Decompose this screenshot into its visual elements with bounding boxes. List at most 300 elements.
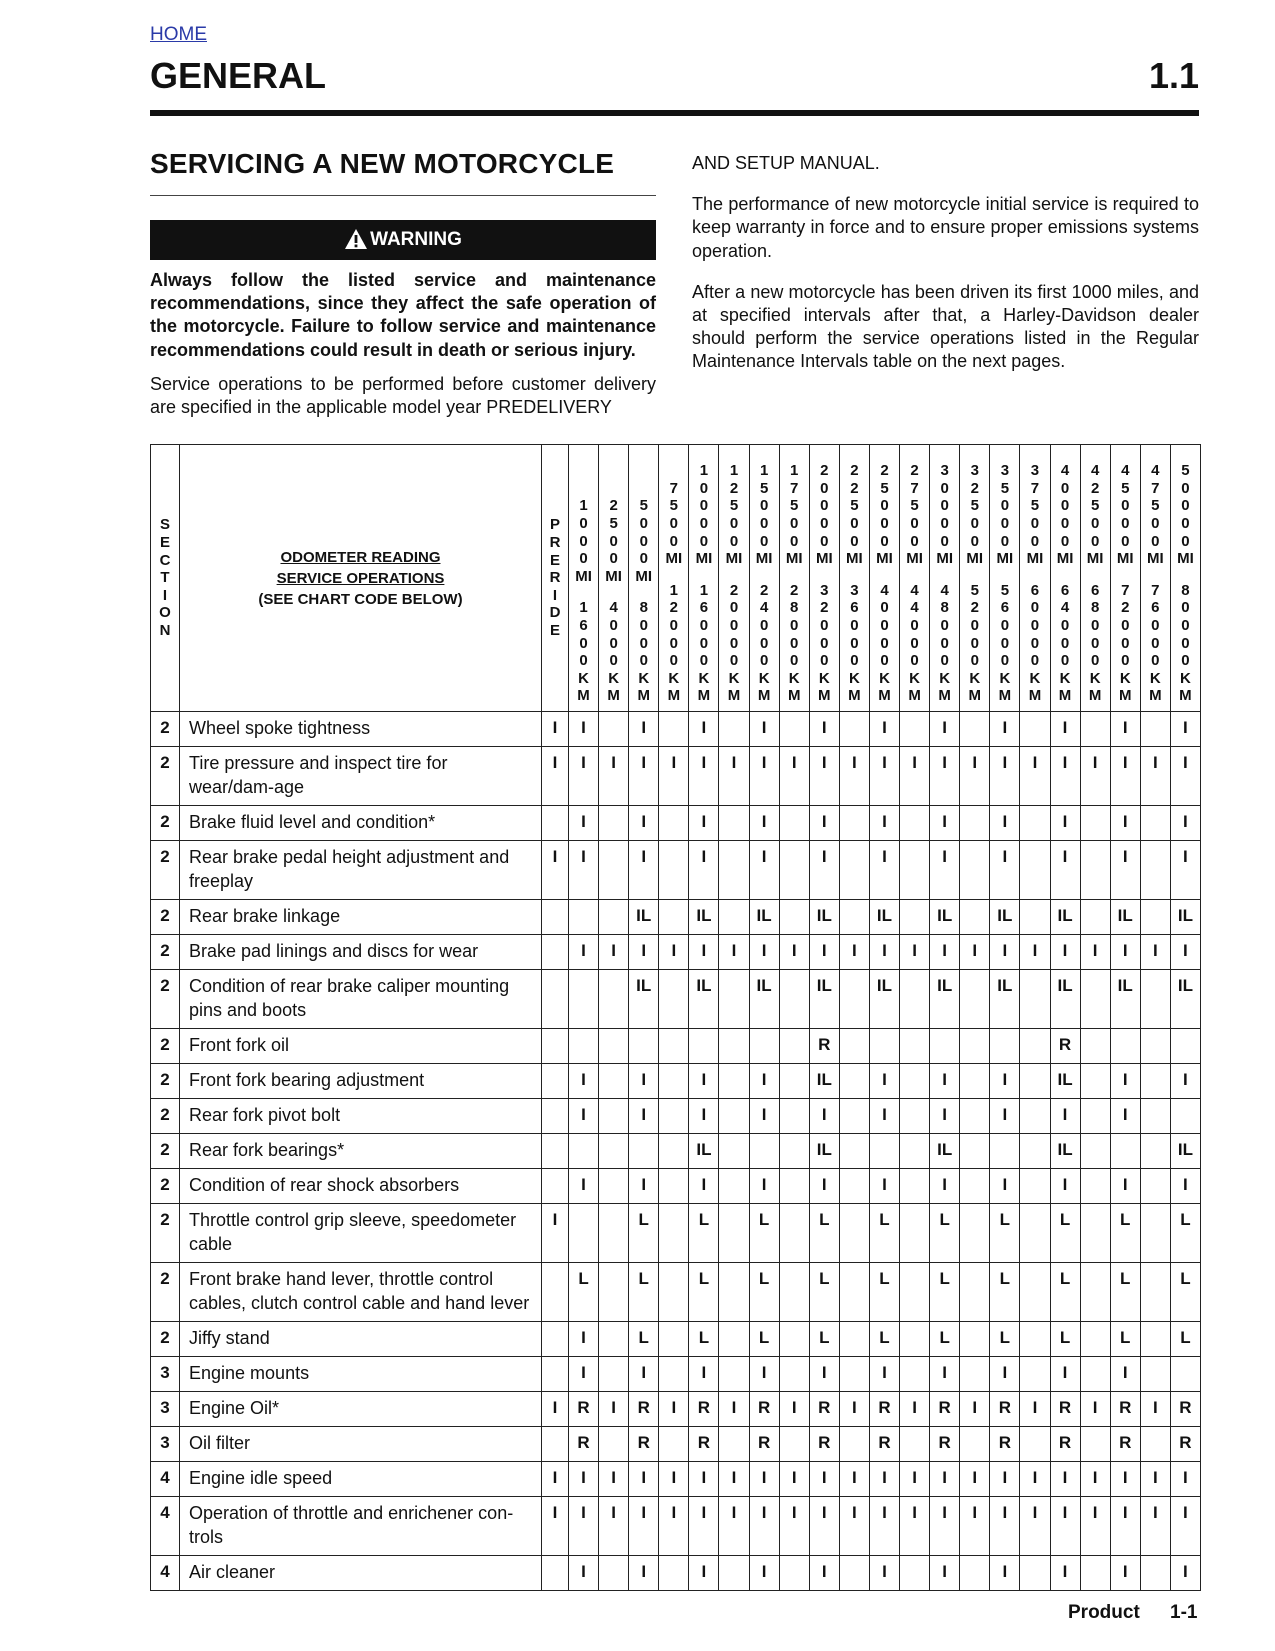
title-rule bbox=[150, 110, 1199, 116]
service-code-cell bbox=[960, 1064, 990, 1099]
interval-miles: 4 7 5 0 0 MI bbox=[1146, 462, 1164, 568]
row-service-operation: Rear brake linkage bbox=[180, 900, 542, 935]
service-code-cell bbox=[719, 1099, 749, 1134]
service-code-cell: I bbox=[659, 1392, 689, 1427]
service-code-cell bbox=[1080, 1064, 1110, 1099]
service-code-cell bbox=[542, 1169, 569, 1204]
service-code-cell bbox=[1140, 1169, 1170, 1204]
service-code-cell bbox=[1080, 1322, 1110, 1357]
table-row bbox=[151, 747, 1201, 806]
service-code-cell: I bbox=[809, 1357, 839, 1392]
service-code-cell: I bbox=[599, 747, 629, 806]
service-code-cell: I bbox=[629, 1497, 659, 1556]
service-code-cell: I bbox=[629, 1556, 659, 1591]
interval-column-header bbox=[719, 445, 749, 712]
service-code-cell bbox=[900, 1169, 930, 1204]
table-header-row bbox=[151, 445, 1201, 712]
body-paragraph-3: After a new motorcycle has been driven its first 1000 miles, and at specified intervals after that, a Harley-Davidson dealer should perform the service operations listed in the Regular Maintenance Intervals table on the next pages. bbox=[692, 281, 1199, 372]
service-code-cell bbox=[1020, 1169, 1050, 1204]
service-code-cell: I bbox=[1020, 747, 1050, 806]
service-code-cell bbox=[1140, 1322, 1170, 1357]
service-code-cell bbox=[542, 806, 569, 841]
service-code-cell bbox=[542, 900, 569, 935]
service-code-cell: I bbox=[869, 1497, 899, 1556]
service-code-cell bbox=[1020, 1556, 1050, 1591]
service-code-cell: I bbox=[719, 1392, 749, 1427]
service-code-cell: I bbox=[1110, 1556, 1140, 1591]
service-code-cell: I bbox=[629, 712, 659, 747]
service-code-cell: I bbox=[1110, 806, 1140, 841]
service-code-cell: I bbox=[930, 1169, 960, 1204]
service-code-cell: IL bbox=[1110, 900, 1140, 935]
preride-header-text: P R E R I D E bbox=[549, 516, 561, 639]
interval-column-header bbox=[869, 445, 899, 712]
row-section-number: 3 bbox=[151, 1357, 180, 1392]
service-code-cell: L bbox=[869, 1263, 899, 1322]
service-code-cell bbox=[900, 900, 930, 935]
table-row bbox=[151, 841, 1201, 900]
service-code-cell: IL bbox=[809, 900, 839, 935]
service-code-cell: I bbox=[960, 1392, 990, 1427]
service-code-cell bbox=[1080, 1263, 1110, 1322]
table-row bbox=[151, 1064, 1201, 1099]
service-code-cell bbox=[1080, 841, 1110, 900]
row-section-number: 3 bbox=[151, 1427, 180, 1462]
service-code-cell: I bbox=[930, 935, 960, 970]
service-code-cell bbox=[839, 970, 869, 1029]
service-code-cell: I bbox=[990, 1556, 1020, 1591]
service-code-cell: R bbox=[689, 1427, 719, 1462]
service-code-cell: I bbox=[659, 935, 689, 970]
service-code-cell bbox=[659, 1134, 689, 1169]
interval-column-header bbox=[629, 445, 659, 712]
row-service-operation: Operation of throttle and enrichener con-trols bbox=[180, 1497, 542, 1556]
interval-kilometers: 8 0 0 0 K M bbox=[637, 599, 650, 705]
service-code-cell: I bbox=[719, 1462, 749, 1497]
service-code-cell: R bbox=[569, 1392, 599, 1427]
service-code-cell bbox=[990, 1134, 1020, 1169]
service-code-cell bbox=[930, 1029, 960, 1064]
service-code-cell: R bbox=[1050, 1427, 1080, 1462]
service-code-cell: L bbox=[1050, 1204, 1080, 1263]
service-code-cell bbox=[839, 1322, 869, 1357]
service-code-cell bbox=[1080, 1134, 1110, 1169]
service-code-cell: R bbox=[749, 1392, 779, 1427]
row-service-operation: Rear fork bearings* bbox=[180, 1134, 542, 1169]
service-code-cell bbox=[900, 712, 930, 747]
service-code-cell: R bbox=[749, 1427, 779, 1462]
service-code-cell: IL bbox=[1170, 1134, 1200, 1169]
service-code-cell: I bbox=[569, 1064, 599, 1099]
service-code-cell: L bbox=[749, 1204, 779, 1263]
section-heading: SERVICING A NEW MOTORCYCLE bbox=[150, 148, 615, 179]
service-code-cell: I bbox=[1050, 1556, 1080, 1591]
service-code-cell: L bbox=[749, 1322, 779, 1357]
interval-kilometers: 6 0 0 0 0 K M bbox=[1028, 581, 1042, 705]
service-code-cell: I bbox=[900, 935, 930, 970]
service-code-cell bbox=[900, 1263, 930, 1322]
row-service-operation: Jiffy stand bbox=[180, 1322, 542, 1357]
service-code-cell: L bbox=[809, 1263, 839, 1322]
service-code-cell: I bbox=[569, 841, 599, 900]
service-code-cell: IL bbox=[930, 1134, 960, 1169]
service-code-cell bbox=[1140, 1357, 1170, 1392]
service-code-cell: I bbox=[1110, 841, 1140, 900]
service-code-cell: L bbox=[990, 1322, 1020, 1357]
service-code-cell: I bbox=[779, 747, 809, 806]
interval-miles: 2 2 5 0 0 MI bbox=[846, 462, 863, 568]
row-section-number: 2 bbox=[151, 712, 180, 747]
service-code-cell bbox=[659, 1029, 689, 1064]
service-code-cell: I bbox=[900, 747, 930, 806]
service-code-cell: L bbox=[1050, 1322, 1080, 1357]
service-code-cell: I bbox=[869, 1099, 899, 1134]
service-code-cell bbox=[1020, 970, 1050, 1029]
interval-column-header bbox=[960, 445, 990, 712]
table-row bbox=[151, 1322, 1201, 1357]
service-code-cell bbox=[779, 806, 809, 841]
table-row bbox=[151, 935, 1201, 970]
service-code-cell: I bbox=[1080, 1462, 1110, 1497]
service-code-cell: I bbox=[1110, 1064, 1140, 1099]
service-code-cell: I bbox=[809, 935, 839, 970]
service-code-cell: I bbox=[749, 1357, 779, 1392]
service-code-cell: I bbox=[990, 1064, 1020, 1099]
service-code-cell: I bbox=[542, 1392, 569, 1427]
service-code-cell: I bbox=[839, 747, 869, 806]
service-code-cell bbox=[1140, 806, 1170, 841]
table-row bbox=[151, 806, 1201, 841]
service-code-cell bbox=[659, 841, 689, 900]
service-code-cell bbox=[960, 1263, 990, 1322]
service-code-cell: L bbox=[930, 1322, 960, 1357]
service-code-cell: I bbox=[809, 712, 839, 747]
chapter-number: 1.1 bbox=[1148, 55, 1199, 96]
service-code-cell bbox=[719, 841, 749, 900]
interval-column-header bbox=[569, 445, 599, 712]
service-code-cell bbox=[900, 1322, 930, 1357]
interval-miles: 5 0 0 0 0 MI bbox=[1177, 462, 1194, 568]
service-code-cell: I bbox=[809, 841, 839, 900]
service-code-cell bbox=[719, 1169, 749, 1204]
service-code-cell bbox=[629, 1029, 659, 1064]
service-code-cell bbox=[779, 970, 809, 1029]
service-code-cell: I bbox=[1140, 1497, 1170, 1556]
interval-column-header bbox=[1050, 445, 1080, 712]
service-code-cell bbox=[659, 1322, 689, 1357]
service-code-cell: IL bbox=[749, 970, 779, 1029]
service-code-cell bbox=[659, 1357, 689, 1392]
service-code-cell: I bbox=[629, 841, 659, 900]
service-code-cell bbox=[1080, 1169, 1110, 1204]
service-code-cell: L bbox=[809, 1322, 839, 1357]
interval-miles: 2 5 0 0 0 MI bbox=[876, 462, 893, 568]
service-code-cell: I bbox=[1110, 747, 1140, 806]
service-code-cell bbox=[599, 1204, 629, 1263]
interval-miles: 3 0 0 0 0 MI bbox=[936, 462, 953, 568]
service-code-cell bbox=[1080, 712, 1110, 747]
service-code-cell: L bbox=[689, 1204, 719, 1263]
interval-column-header bbox=[779, 445, 809, 712]
service-code-cell: IL bbox=[809, 970, 839, 1029]
interval-kilometers: 4 0 0 0 0 K M bbox=[878, 581, 891, 705]
service-code-cell: R bbox=[1050, 1392, 1080, 1427]
service-code-cell: I bbox=[809, 747, 839, 806]
service-code-cell: I bbox=[1050, 747, 1080, 806]
warning-label: WARNING bbox=[370, 229, 462, 250]
service-code-cell: R bbox=[990, 1392, 1020, 1427]
service-code-cell: I bbox=[1080, 1392, 1110, 1427]
row-section-number: 2 bbox=[151, 900, 180, 935]
row-service-operation: Front fork oil bbox=[180, 1029, 542, 1064]
service-code-cell bbox=[599, 1556, 629, 1591]
service-code-cell bbox=[900, 1427, 930, 1462]
service-code-cell bbox=[1140, 1556, 1170, 1591]
service-code-cell: I bbox=[1140, 1392, 1170, 1427]
interval-kilometers: 6 4 0 0 0 K M bbox=[1058, 581, 1072, 705]
service-code-cell: I bbox=[839, 935, 869, 970]
service-code-cell bbox=[659, 1099, 689, 1134]
interval-kilometers: 3 2 0 0 0 K M bbox=[818, 581, 831, 705]
service-code-cell: I bbox=[1110, 712, 1140, 747]
service-code-cell: R bbox=[930, 1392, 960, 1427]
row-section-number: 2 bbox=[151, 1169, 180, 1204]
service-code-cell bbox=[839, 1169, 869, 1204]
service-code-cell bbox=[1080, 806, 1110, 841]
service-code-cell: I bbox=[930, 1099, 960, 1134]
service-code-cell bbox=[1140, 1134, 1170, 1169]
service-code-cell: I bbox=[719, 747, 749, 806]
service-code-cell: IL bbox=[1110, 970, 1140, 1029]
row-service-operation: Engine Oil* bbox=[180, 1392, 542, 1427]
interval-miles: 3 7 5 0 0 MI bbox=[1026, 462, 1044, 568]
service-code-cell: I bbox=[990, 1169, 1020, 1204]
service-code-cell: L bbox=[629, 1322, 659, 1357]
row-section-number: 2 bbox=[151, 841, 180, 900]
service-code-cell: I bbox=[542, 1462, 569, 1497]
service-code-cell: I bbox=[1050, 1357, 1080, 1392]
service-code-cell: R bbox=[689, 1392, 719, 1427]
service-code-cell: I bbox=[1170, 1064, 1200, 1099]
service-code-cell bbox=[1020, 1427, 1050, 1462]
interval-kilometers: 2 4 0 0 0 K M bbox=[757, 581, 771, 705]
service-code-cell: I bbox=[1080, 935, 1110, 970]
service-code-cell bbox=[779, 1357, 809, 1392]
service-code-cell: L bbox=[689, 1263, 719, 1322]
service-code-cell bbox=[1020, 1134, 1050, 1169]
service-code-cell: I bbox=[1020, 1497, 1050, 1556]
service-code-cell: I bbox=[930, 747, 960, 806]
interval-miles: 2 5 0 0 MI bbox=[605, 497, 622, 585]
service-code-cell bbox=[1020, 900, 1050, 935]
service-code-cell: I bbox=[569, 806, 599, 841]
service-code-cell bbox=[960, 1134, 990, 1169]
service-code-cell: IL bbox=[869, 900, 899, 935]
service-code-cell: I bbox=[689, 806, 719, 841]
service-code-cell bbox=[599, 970, 629, 1029]
service-code-cell: I bbox=[869, 1357, 899, 1392]
service-code-cell: I bbox=[990, 1357, 1020, 1392]
service-code-cell bbox=[542, 1064, 569, 1099]
service-code-cell: I bbox=[689, 935, 719, 970]
service-code-cell bbox=[1020, 712, 1050, 747]
interval-column-header bbox=[930, 445, 960, 712]
service-code-cell bbox=[599, 1029, 629, 1064]
service-code-cell bbox=[1140, 1064, 1170, 1099]
service-code-cell bbox=[719, 1263, 749, 1322]
row-section-number: 4 bbox=[151, 1462, 180, 1497]
service-code-cell bbox=[1110, 1134, 1140, 1169]
service-code-cell bbox=[569, 1029, 599, 1064]
service-code-cell: I bbox=[1110, 1169, 1140, 1204]
service-code-cell: R bbox=[809, 1392, 839, 1427]
service-code-cell bbox=[839, 1204, 869, 1263]
interval-column-header bbox=[749, 445, 779, 712]
service-code-cell: I bbox=[869, 935, 899, 970]
service-code-cell: IL bbox=[1170, 970, 1200, 1029]
row-service-operation: Oil filter bbox=[180, 1427, 542, 1462]
service-code-cell bbox=[1080, 970, 1110, 1029]
service-code-cell bbox=[1020, 1357, 1050, 1392]
service-code-cell: I bbox=[1110, 1357, 1140, 1392]
service-code-cell: I bbox=[1140, 747, 1170, 806]
service-code-cell: I bbox=[629, 1462, 659, 1497]
service-code-cell: IL bbox=[990, 900, 1020, 935]
service-code-cell: I bbox=[629, 747, 659, 806]
service-code-cell bbox=[542, 1134, 569, 1169]
service-code-cell: I bbox=[1110, 935, 1140, 970]
interval-column-header bbox=[809, 445, 839, 712]
service-code-cell bbox=[960, 900, 990, 935]
service-code-cell: I bbox=[960, 747, 990, 806]
service-code-cell: I bbox=[1170, 1169, 1200, 1204]
service-code-cell bbox=[900, 1134, 930, 1169]
service-code-cell: I bbox=[1170, 806, 1200, 841]
interval-miles: 3 5 0 0 0 MI bbox=[996, 462, 1014, 568]
service-code-cell: I bbox=[869, 1064, 899, 1099]
service-code-cell bbox=[659, 1263, 689, 1322]
service-code-cell bbox=[719, 1029, 749, 1064]
service-code-cell: I bbox=[930, 1497, 960, 1556]
service-code-cell bbox=[1080, 1099, 1110, 1134]
service-code-cell: IL bbox=[1170, 900, 1200, 935]
row-service-operation: Rear brake pedal height adjustment and freeplay bbox=[180, 841, 542, 900]
service-code-cell bbox=[599, 1169, 629, 1204]
home-link[interactable]: HOME bbox=[150, 24, 207, 45]
service-code-cell: I bbox=[1170, 1497, 1200, 1556]
table-row bbox=[151, 1263, 1201, 1322]
service-code-cell: I bbox=[990, 806, 1020, 841]
service-code-cell: L bbox=[809, 1204, 839, 1263]
service-code-cell bbox=[869, 1134, 899, 1169]
service-code-cell bbox=[1140, 1427, 1170, 1462]
service-code-cell: IL bbox=[930, 900, 960, 935]
service-code-cell: IL bbox=[1050, 1064, 1080, 1099]
service-code-cell: I bbox=[749, 935, 779, 970]
service-code-cell: I bbox=[569, 1322, 599, 1357]
service-code-cell bbox=[1020, 806, 1050, 841]
service-code-cell bbox=[599, 841, 629, 900]
service-code-cell bbox=[719, 970, 749, 1029]
service-code-cell: I bbox=[990, 747, 1020, 806]
service-code-cell bbox=[659, 1064, 689, 1099]
service-code-cell bbox=[1080, 1427, 1110, 1462]
footer-page-number: 1-1 bbox=[1170, 1602, 1198, 1623]
service-code-cell bbox=[569, 1134, 599, 1169]
interval-kilometers: 4 8 0 0 0 K M bbox=[938, 581, 951, 705]
interval-miles: 4 0 0 0 0 MI bbox=[1056, 462, 1074, 568]
service-code-cell: I bbox=[779, 1392, 809, 1427]
service-code-cell bbox=[599, 1099, 629, 1134]
service-code-cell bbox=[900, 1204, 930, 1263]
service-code-cell: I bbox=[839, 1392, 869, 1427]
service-code-cell bbox=[599, 1427, 629, 1462]
service-code-cell: I bbox=[1140, 935, 1170, 970]
service-code-cell: I bbox=[1170, 1462, 1200, 1497]
interval-column-header bbox=[1110, 445, 1140, 712]
table-row bbox=[151, 1169, 1201, 1204]
service-code-cell: I bbox=[839, 1497, 869, 1556]
service-code-cell: I bbox=[1140, 1462, 1170, 1497]
service-code-cell: I bbox=[1170, 1556, 1200, 1591]
service-code-cell: I bbox=[1050, 806, 1080, 841]
service-code-cell: I bbox=[1110, 1497, 1140, 1556]
service-code-cell: I bbox=[839, 1462, 869, 1497]
service-code-cell bbox=[719, 1204, 749, 1263]
service-code-cell: I bbox=[542, 1497, 569, 1556]
service-code-cell bbox=[839, 900, 869, 935]
service-code-cell bbox=[719, 1357, 749, 1392]
service-code-cell bbox=[1020, 841, 1050, 900]
service-code-cell bbox=[779, 841, 809, 900]
service-code-cell bbox=[839, 712, 869, 747]
service-code-cell: L bbox=[629, 1263, 659, 1322]
service-code-cell: L bbox=[990, 1204, 1020, 1263]
service-code-cell bbox=[839, 841, 869, 900]
service-code-cell: R bbox=[869, 1427, 899, 1462]
service-code-cell bbox=[960, 1099, 990, 1134]
service-code-cell: I bbox=[809, 1169, 839, 1204]
service-code-cell: R bbox=[629, 1427, 659, 1462]
service-code-cell bbox=[629, 1134, 659, 1169]
service-code-cell: I bbox=[809, 1462, 839, 1497]
service-code-cell: R bbox=[809, 1029, 839, 1064]
service-code-cell: I bbox=[719, 1497, 749, 1556]
service-code-cell: I bbox=[960, 1497, 990, 1556]
service-code-cell: IL bbox=[869, 970, 899, 1029]
interval-kilometers: 2 0 0 0 0 K M bbox=[727, 581, 741, 705]
service-code-cell bbox=[839, 1134, 869, 1169]
service-code-cell bbox=[839, 1263, 869, 1322]
interval-kilometers: 4 4 0 0 0 K M bbox=[908, 581, 921, 705]
interval-kilometers: 6 8 0 0 0 K M bbox=[1088, 581, 1102, 705]
service-code-cell: I bbox=[809, 1497, 839, 1556]
service-code-cell: I bbox=[1170, 841, 1200, 900]
service-code-cell: IL bbox=[1050, 1134, 1080, 1169]
service-code-cell: I bbox=[960, 935, 990, 970]
service-code-cell: I bbox=[990, 1099, 1020, 1134]
service-code-cell: I bbox=[1020, 1392, 1050, 1427]
service-code-cell bbox=[1170, 1029, 1200, 1064]
service-code-cell: I bbox=[569, 1099, 599, 1134]
service-code-cell: I bbox=[689, 1357, 719, 1392]
service-code-cell bbox=[1020, 1029, 1050, 1064]
row-section-number: 3 bbox=[151, 1392, 180, 1427]
row-service-operation: Air cleaner bbox=[180, 1556, 542, 1591]
service-code-cell bbox=[960, 1029, 990, 1064]
service-code-cell: I bbox=[1050, 1497, 1080, 1556]
service-code-cell: L bbox=[569, 1263, 599, 1322]
